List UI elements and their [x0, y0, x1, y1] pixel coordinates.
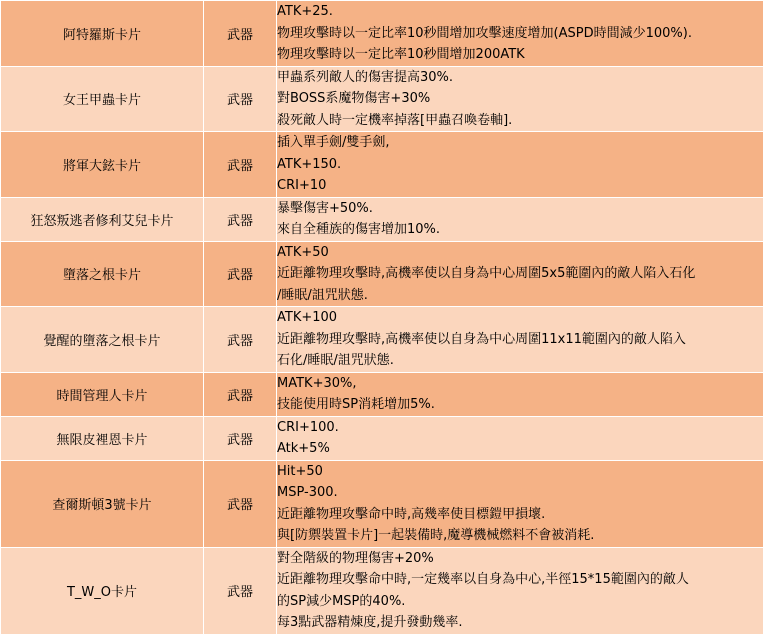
card-slot-type: 武器	[204, 416, 277, 460]
card-effect	[277, 1, 763, 67]
card-effect	[277, 547, 763, 634]
table-row	[1, 372, 763, 416]
card-effect	[277, 132, 763, 198]
card-slot-type: 武器	[204, 132, 277, 198]
card-name: 阿特羅斯卡片	[1, 1, 204, 67]
card-effect	[277, 416, 763, 460]
card-slot-type: 武器	[204, 66, 277, 132]
effect-line: 對BOSS系魔物傷害+30%	[277, 91, 431, 106]
effect-line: 殺死敵人時一定機率掉落[甲蟲召喚卷軸].	[277, 112, 513, 128]
effect-line: 甲蟲系列敵人的傷害提高30%.	[277, 69, 454, 85]
card-name: 查爾斯頓3號卡片	[1, 460, 204, 547]
card-effect	[277, 307, 763, 373]
effect-line: 近距離物理攻擊時,高機率使以自身為中心周圍5x5範圍內的敵人陷入石化	[277, 266, 696, 281]
effect-line: 來自全種族的傷害增加10%.	[277, 222, 441, 237]
effect-line: MSP-300.	[277, 485, 338, 500]
card-effect	[277, 66, 763, 132]
card-name: 無限皮裡恩卡片	[1, 416, 204, 460]
card-name: 狂怒叛逃者修利艾兒卡片	[1, 197, 204, 241]
effect-line: 與[防禦裝置卡片]一起裝備時,魔導機械燃料不會被消耗.	[277, 528, 595, 543]
table-row	[1, 1, 763, 67]
table-row	[1, 241, 763, 307]
effect-line: CRI+100.	[277, 419, 339, 435]
effect-line: ATK+100	[277, 310, 338, 325]
effect-line: Hit+50	[277, 463, 323, 479]
card-slot-type: 武器	[204, 197, 277, 241]
card-effect	[277, 197, 763, 241]
card-effect	[277, 241, 763, 307]
effect-line: ATK+150.	[277, 156, 342, 172]
card-name: 將軍大鉉卡片	[1, 132, 204, 198]
effect-line: MATK+30%,	[277, 375, 357, 391]
table-row	[1, 307, 763, 373]
table-row	[1, 132, 763, 198]
card-effect	[277, 372, 763, 416]
card-name: 覺醒的墮落之根卡片	[1, 307, 204, 373]
table-row	[1, 197, 763, 241]
effect-line: 暴擊傷害+50%.	[277, 200, 373, 216]
card-slot-type: 武器	[204, 460, 277, 547]
table-row	[1, 460, 763, 547]
effect-line: ATK+50	[277, 244, 329, 260]
card-name: T_W_O卡片	[1, 547, 204, 634]
effect-line: 對全階級的物理傷害+20%	[277, 550, 434, 566]
card-slot-type: 武器	[204, 1, 277, 67]
effect-line: 近距離物理攻擊命中時,高幾率使目標鎧甲損壞.	[277, 506, 546, 522]
effect-line: 物理攻擊時以一定比率10秒間增加攻擊速度增加(ASPD時間減少100%).	[277, 25, 692, 41]
table-row	[1, 547, 763, 634]
effect-line: Atk+5%	[277, 441, 330, 456]
card-slot-type: 武器	[204, 241, 277, 307]
effect-line: 技能使用時SP消耗增加5%.	[277, 397, 435, 412]
effect-line: /睡眠/詛咒狀態.	[277, 287, 368, 303]
card-slot-type: 武器	[204, 547, 277, 634]
card-table-body	[1, 1, 763, 635]
effect-line: 每3點武器精煉度,提升發動幾率.	[277, 615, 463, 630]
effect-line: 物理攻擊時以一定比率10秒間增加200ATK	[277, 47, 525, 62]
card-name: 墮落之根卡片	[1, 241, 204, 307]
effect-line: 近距離物理攻擊時,高機率使以自身為中心周圍11x11範圍內的敵人陷入	[277, 331, 686, 347]
card-name: 時間管理人卡片	[1, 372, 204, 416]
card-effect	[277, 460, 763, 547]
effect-line: CRI+10	[277, 178, 327, 193]
card-name: 女王甲蟲卡片	[1, 66, 204, 132]
effect-line: 的SP減少MSP的40%.	[277, 593, 406, 609]
table-row	[1, 416, 763, 460]
effect-line: 近距離物理攻擊命中時,一定幾率以自身為中心,半徑15*15範圍內的敵人	[277, 572, 689, 587]
effect-line: 石化/睡眠/詛咒狀態.	[277, 353, 394, 368]
effect-line: 插入單手劍/雙手劍,	[277, 135, 390, 150]
table-row	[1, 66, 763, 132]
card-slot-type: 武器	[204, 307, 277, 373]
card-slot-type: 武器	[204, 372, 277, 416]
effect-line: ATK+25.	[277, 4, 333, 19]
